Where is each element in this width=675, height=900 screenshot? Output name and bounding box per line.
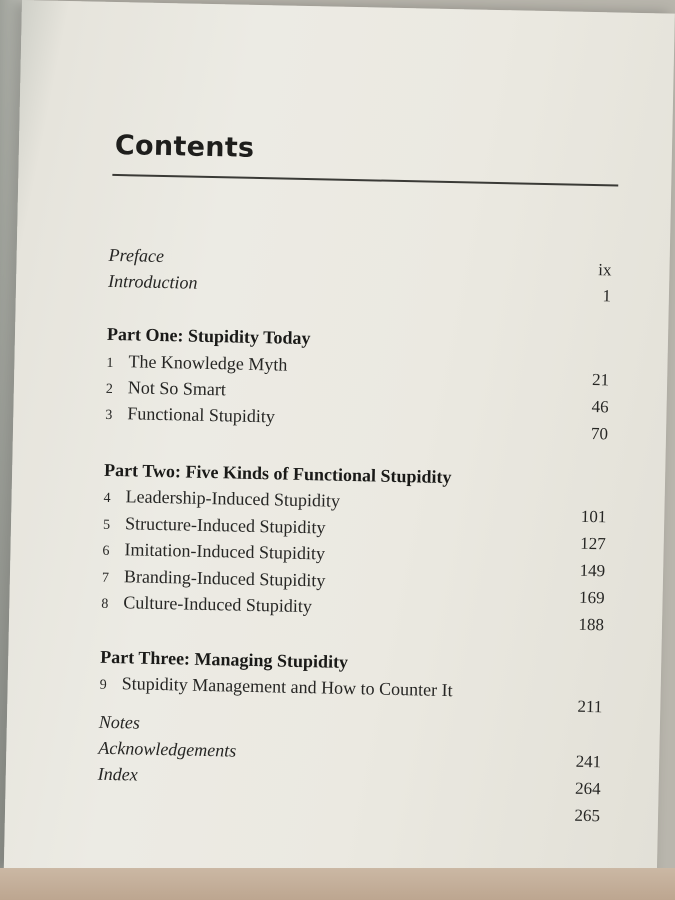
toc-entry-preface: Preface	[108, 244, 165, 267]
chapter-number: 3	[105, 407, 113, 423]
chapter-title: Imitation-Induced Stupidity	[124, 539, 326, 564]
part-three-heading: Part Three: Managing Stupidity	[100, 646, 349, 672]
toc-entry-chapter-6	[102, 539, 325, 570]
chapter-number: 4	[103, 490, 111, 506]
chapter-title: Not So Smart	[127, 377, 227, 400]
chapter-title: The Knowledge Myth	[128, 351, 288, 375]
book-page	[4, 0, 675, 885]
chapter-number: 2	[105, 381, 114, 397]
chapter-title: Leadership-Induced Stupidity	[125, 486, 341, 511]
page-number: 127	[580, 533, 606, 554]
chapter-title: Structure-Induced Stupidity	[124, 513, 326, 538]
part-two-heading: Part Two: Five Kinds of Functional Stupidity	[103, 459, 452, 488]
page-number: 21	[591, 370, 610, 390]
chapter-number: 7	[101, 570, 110, 586]
page-number: 169	[578, 587, 605, 608]
heading-rule	[112, 174, 618, 186]
page-number: 46	[591, 397, 609, 417]
toc-entry-chapter-3	[105, 403, 275, 433]
chapter-number: 8	[101, 596, 109, 612]
chapter-number: 5	[102, 517, 111, 533]
page-number: ix	[598, 260, 612, 280]
chapter-title: Branding-Induced Stupidity	[123, 566, 326, 591]
toc-entry-introduction: Introduction	[107, 270, 198, 293]
page-number: 264	[574, 778, 601, 799]
chapter-number: 1	[106, 355, 114, 371]
page-number: 241	[575, 751, 602, 772]
chapter-number: 6	[102, 543, 110, 559]
part-one-heading: Part One: Stupidity Today	[106, 323, 311, 349]
chapter-title: Stupidity Management and How to Counter It	[121, 673, 453, 701]
page-number: 188	[578, 614, 605, 635]
page-number: 70	[590, 424, 609, 444]
toc-entry-notes: Notes	[98, 711, 141, 733]
toc-entry-chapter-2	[106, 377, 227, 406]
toc-entry-chapter-1	[106, 351, 287, 381]
toc-entry-acknowledgements: Acknowledgements	[98, 737, 237, 761]
page-number: 265	[574, 805, 601, 826]
toc-entry-chapter-9	[99, 673, 452, 706]
page-number: 1	[602, 286, 612, 306]
toc-entry-index: Index	[97, 763, 138, 785]
table-surface	[0, 868, 675, 900]
chapter-title: Culture-Induced Stupidity	[123, 592, 313, 617]
contents-heading: Contents	[114, 129, 255, 164]
chapter-title: Functional Stupidity	[127, 403, 276, 427]
toc-entry-chapter-8	[101, 592, 312, 622]
page-number: 101	[580, 506, 607, 527]
page-number: 211	[577, 696, 603, 717]
page-number: 149	[579, 560, 606, 581]
chapter-number: 9	[99, 677, 107, 693]
toc-entry-chapter-4	[103, 486, 340, 517]
